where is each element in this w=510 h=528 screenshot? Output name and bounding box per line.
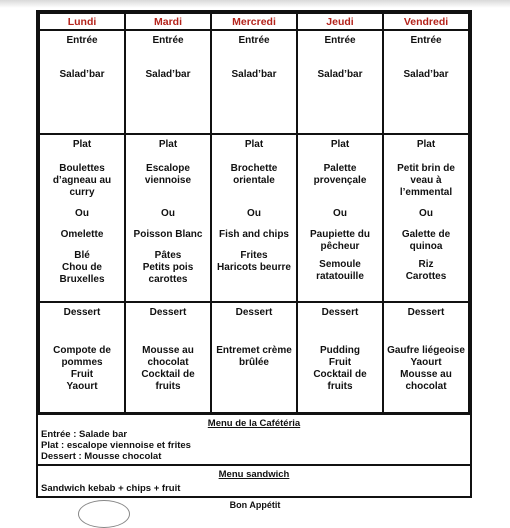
entree-label: Entrée (238, 35, 270, 46)
plat-label: Plat (158, 139, 178, 150)
entree-label: Entrée (324, 35, 356, 46)
plat-or-separator: Ou (333, 208, 347, 219)
entree-cell-vendredi (383, 30, 469, 134)
plat-side: Semoule ratatouille (316, 259, 364, 282)
dessert-label: Dessert (321, 307, 359, 318)
plat-row (39, 134, 469, 302)
footer-bon-appetit: Bon Appétit (229, 500, 281, 510)
plat-or-separator: Ou (161, 208, 175, 219)
plat-or-separator: Ou (419, 208, 433, 219)
dessert-items: Entremet crème brûlée (216, 345, 292, 368)
dessert-items: Gaufre liégeoise Yaourt Mousse au chocolat (387, 345, 465, 392)
plat-alternative: Paupiette du pêcheur (309, 229, 370, 252)
plat-alternative: Galette de quinoa (401, 229, 451, 252)
dessert-row (39, 302, 469, 414)
cafeteria-title: Menu de la Cafétéria (207, 418, 301, 429)
plat-alternative: Omelette (60, 229, 104, 240)
plat-label: Plat (72, 139, 92, 150)
entree-row (39, 30, 469, 134)
dessert-cell-vendredi (383, 302, 469, 414)
entree-item: Salad’bar (59, 69, 105, 80)
entree-item: Salad’bar (317, 69, 363, 80)
plat-cell-mercredi (211, 134, 297, 302)
dessert-label: Dessert (63, 307, 101, 318)
cafeteria-entree: Entrée : Salade bar (41, 429, 128, 440)
dessert-cell-lundi (39, 302, 125, 414)
plat-main-dish: Boulettes d’agneau au curry (52, 163, 112, 198)
entree-item: Salad’bar (231, 69, 277, 80)
plat-cell-mardi (125, 134, 211, 302)
sandwich-title: Menu sandwich (218, 469, 290, 480)
entree-label: Entrée (66, 35, 98, 46)
day-header-mardi: Mardi (125, 13, 211, 30)
plat-main-dish: Palette provençale (313, 163, 367, 186)
plat-main-dish: Brochette orientale (230, 163, 278, 186)
plat-main-dish: Escalope viennoise (144, 163, 192, 186)
entree-item: Salad’bar (403, 69, 449, 80)
dessert-label: Dessert (407, 307, 445, 318)
weekly-menu-table (38, 12, 470, 415)
entree-cell-jeudi (297, 30, 383, 134)
plat-side: Frites Haricots beurre (217, 250, 291, 273)
sandwich-line: Sandwich kebab + chips + fruit (41, 483, 181, 494)
dessert-cell-mercredi (211, 302, 297, 414)
day-header-row (39, 13, 469, 30)
day-header-mercredi: Mercredi (211, 13, 297, 30)
entree-item: Salad’bar (145, 69, 191, 80)
plat-main-dish: Petit brin de veau à l’emmental (397, 163, 455, 198)
dessert-cell-mardi (125, 302, 211, 414)
entree-label: Entrée (152, 35, 184, 46)
plat-cell-lundi (39, 134, 125, 302)
plat-side: Pâtes Petits pois carottes (142, 250, 194, 285)
day-header-vendredi: Vendredi (383, 13, 469, 30)
dessert-label: Dessert (149, 307, 187, 318)
dessert-items: Mousse au chocolat Cocktail de fruits (141, 345, 195, 392)
cafeteria-plat: Plat : escalope viennoise et frites (41, 440, 191, 451)
plat-side: Riz Carottes (405, 259, 447, 282)
dessert-items: Compote de pommes Fruit Yaourt (53, 345, 111, 392)
plat-cell-vendredi (383, 134, 469, 302)
entree-cell-lundi (39, 30, 125, 134)
cafeteria-dessert: Dessert : Mousse chocolat (41, 451, 162, 462)
cafeteria-menu (38, 412, 470, 464)
plat-label: Plat (244, 139, 264, 150)
scan-top-edge (0, 0, 510, 8)
entree-label: Entrée (410, 35, 442, 46)
plat-cell-jeudi (297, 134, 383, 302)
plat-alternative: Poisson Blanc (133, 229, 203, 240)
plat-or-separator: Ou (247, 208, 261, 219)
sandwich-menu (38, 464, 470, 496)
plat-alternative: Fish and chips (218, 229, 289, 240)
day-header-lundi: Lundi (39, 13, 125, 30)
plat-or-separator: Ou (75, 208, 89, 219)
dessert-label: Dessert (235, 307, 273, 318)
day-header-jeudi: Jeudi (297, 13, 383, 30)
plat-label: Plat (416, 139, 436, 150)
entree-cell-mercredi (211, 30, 297, 134)
plat-label: Plat (330, 139, 350, 150)
dessert-items: Pudding Fruit Cocktail de fruits (313, 345, 367, 392)
plat-side: Blé Chou de Bruxelles (59, 250, 105, 285)
entree-cell-mardi (125, 30, 211, 134)
dessert-cell-jeudi (297, 302, 383, 414)
